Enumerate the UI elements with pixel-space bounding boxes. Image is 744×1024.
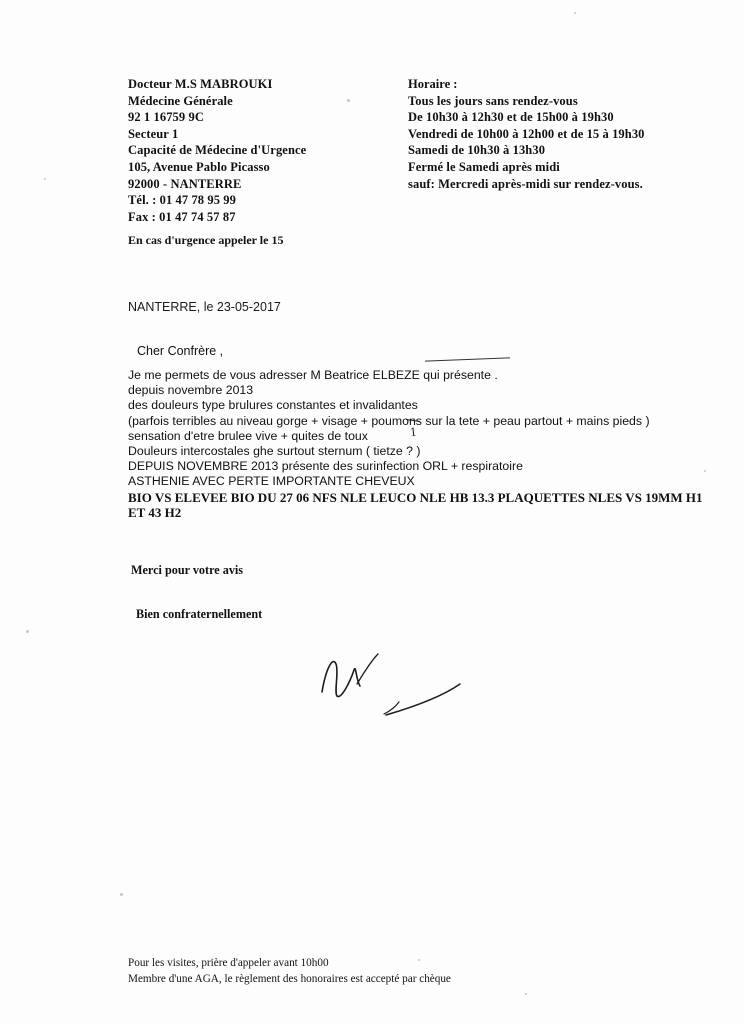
hours-line: Vendredi de 10h00 à 12h00 et de 15 à 19h30 [408, 126, 645, 141]
footer-line: Membre d'une AGA, le règlement des honoraires est accepté par chèque [128, 973, 451, 985]
letterhead-practitioner-block [128, 76, 408, 225]
footer-line: Pour les visites, prière d'appeler avant 10h00 [128, 957, 329, 969]
letterhead-left-line: 92000 - NANTERRE [128, 176, 242, 191]
scan-speck [120, 893, 123, 896]
body-line: Douleurs intercostales ghe surtout sternum ( tietze ? ) [128, 444, 421, 459]
hours-title: Horaire : [408, 77, 458, 91]
body-line-lab-results: ET 43 H2 [128, 504, 182, 520]
closing-line: Bien confraternellement [136, 607, 263, 621]
footer [128, 955, 688, 987]
letterhead-left-line: 92 1 16759 9C [128, 110, 204, 125]
hours-line: Fermé le Samedi après midi [408, 159, 560, 174]
hours-line: De 10h30 à 12h30 et de 15h00 à 19h30 [408, 110, 614, 125]
salutation: Cher Confrère , [137, 344, 224, 358]
body-line: Je me permets de vous adresser M Beatrice ELBEZE qui présente . [128, 368, 498, 382]
letterhead-left-line: Secteur 1 [128, 126, 179, 141]
letterhead-hours-block [408, 76, 688, 225]
body-line: depuis novembre 2013 [128, 383, 254, 398]
redaction-stroke [425, 357, 510, 361]
body-line: sensation d'etre brulee vive + quites de toux [128, 428, 368, 443]
hours-line: Tous les jours sans rendez-vous [408, 93, 578, 108]
letterhead-left-line: 105, Avenue Pablo Picasso [128, 159, 270, 174]
body-line: DEPUIS NOVEMBRE 2013 présente des surinfection ORL + respiratoire [128, 459, 523, 474]
thanks-line: Merci pour votre avis [131, 563, 244, 577]
body-line: ASTHENIE AVEC PERTE IMPORTANTE CHEVEUX [128, 474, 415, 489]
body-line: des douleurs type brulures constantes et invalidantes [128, 398, 418, 413]
scan-speck [44, 178, 46, 180]
letterhead-left-line: Tél. : 01 47 78 95 99 [128, 193, 236, 208]
scan-speck [574, 12, 576, 14]
handwritten-mark: 1 [409, 423, 418, 440]
hours-line: Samedi de 10h30 à 13h30 [408, 143, 546, 158]
body-line: (parfois terribles au niveau gorge + visage + poumons sur la tete + peau partout + mains pieds ) [128, 413, 650, 428]
letterhead-left-line: Docteur M.S MABROUKI [128, 77, 273, 91]
letterhead-left-line: Capacité de Médecine d'Urgence [128, 143, 307, 158]
letterhead-left-line: Médecine Générale [128, 93, 233, 108]
letterhead-left-line: Fax : 01 47 74 57 87 [128, 209, 236, 224]
scan-speck [525, 993, 527, 995]
signature-strokes [300, 640, 500, 750]
hours-line: sauf: Mercredi après-midi sur rendez-vous. [408, 176, 643, 191]
signature [300, 640, 500, 750]
letterhead [128, 76, 688, 225]
emergency-note: En cas d'urgence appeler le 15 [128, 233, 284, 247]
letter-body [128, 368, 718, 520]
city-date: NANTERRE, le 23-05-2017 [128, 300, 281, 314]
body-line-lab-results: BIO VS ELEVEE BIO DU 27 06 NFS NLE LEUCO NLE HB 13.3 PLAQUETTES NLES VS 19MM H1 [128, 489, 703, 505]
scan-speck [26, 630, 29, 633]
